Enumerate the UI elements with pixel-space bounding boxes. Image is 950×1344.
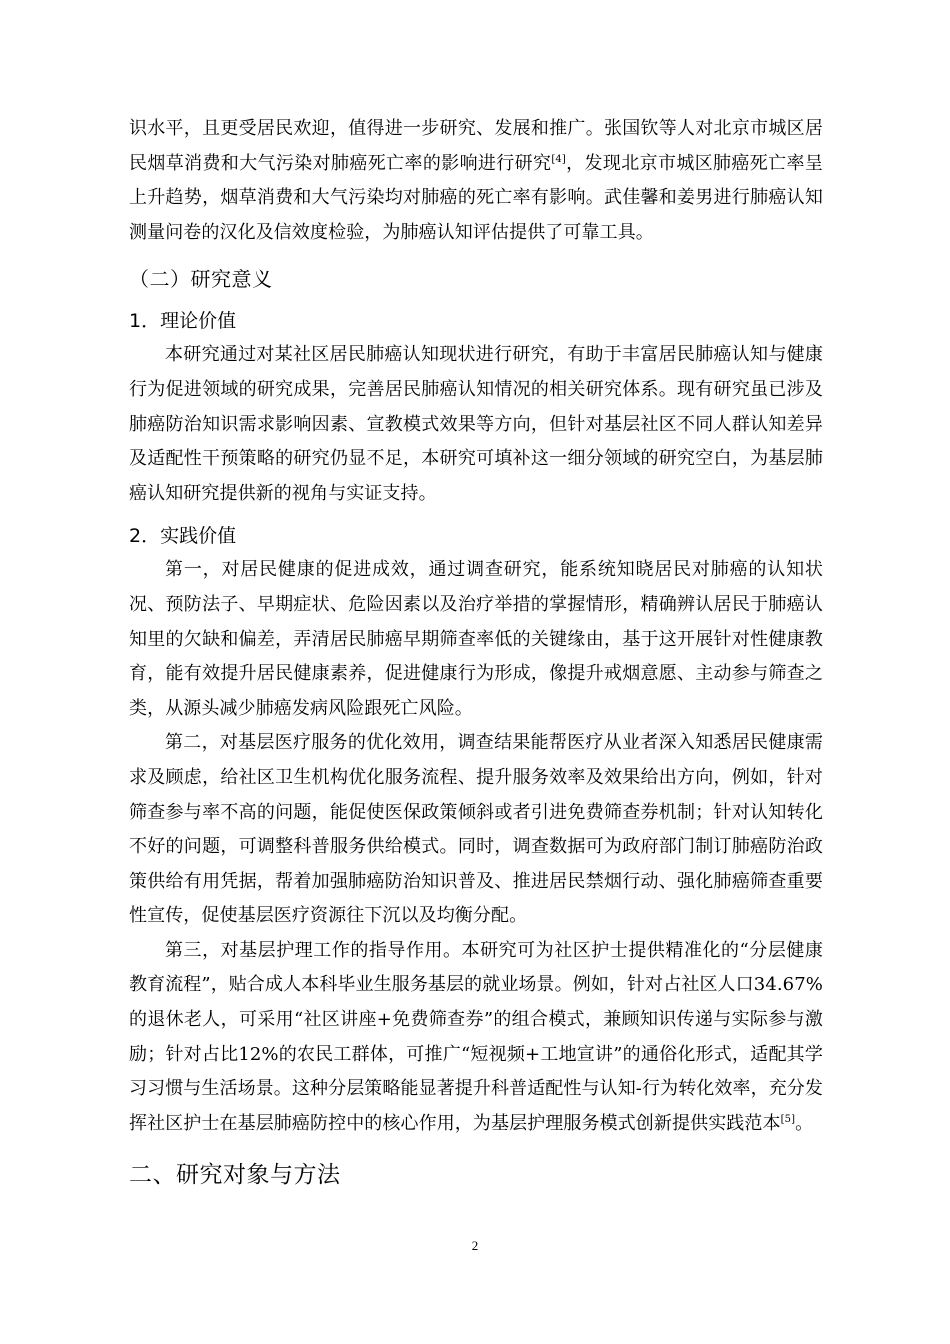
page-body (129, 112, 823, 1195)
paragraph-text: 识水平，且更受居民欢迎，值得进一步研究、发展和推广。张国钦等人对北京市城区居民烟草消费和大气污染对肺癌死亡率的影响进行研究 (129, 118, 823, 174)
chapter-heading-subjects-and-methods: 二、研究对象与方法 (129, 1162, 341, 1189)
paragraph-text: 第三，对基层护理工作的指导作用。本研究可为社区护士提供精准化的“分层健康教育流程”，贴合成人本科毕业生服务基层的就业场景。例如，针对占社区人口34.67%的退休老人，可采用“社区讲座+免费筛查券”的组合模式，兼顾知识传递与实际参与激励；针对占比12%的农民工群体，可推广“短视频+工地宣讲”的通俗化形式，适配其学习习惯与生活场景。这种分层策略能显著提升科普适配性与认知-行为转化效率，充分发挥社区护士在基层肺癌防控中的核心作用，为基层护理服务模式创新提供实践范本 (129, 939, 823, 1134)
citation-ref[interactable]: [4] (551, 153, 566, 165)
paragraph-text: 。 (795, 1112, 814, 1134)
citation-ref[interactable]: [5] (780, 1113, 796, 1125)
body-paragraph (129, 112, 823, 250)
body-paragraph: 第一，对居民健康的促进成效，通过调查研究，能系统知晓居民对肺癌的认知状况、预防法子、早期症状、危险因素以及治疗举措的掌握情形，精确辨认居民于肺癌认知里的欠缺和偏差，弄清居民肺癌早期筛查率低的关键缘由，基于这开展针对性健康教育，能有效提升居民健康素养，促进健康行为形成，像提升戒烟意愿、主动参与筛查之类，从源头减少肺癌发病风险跟死亡风险。 (129, 559, 823, 719)
body-paragraph: 本研究通过对某社区居民肺癌认知现状进行研究，有助于丰富居民肺癌认知与健康行为促进领域的研究成果，完善居民肺癌认知情况的相关研究体系。现有研究虽已涉及肺癌防治知识需求影响因素、宣教模式效果等方向，但针对基层社区不同人群认知差异及适配性干预策略的研究仍显不足，本研究可填补这一细分领域的研究空白，为基层肺癌认知研究提供新的视角与实证支持。 (129, 344, 823, 504)
body-paragraph: 第二，对基层医疗服务的优化效用，调查结果能帮医疗从业者深入知悉居民健康需求及顾虑，给社区卫生机构优化服务流程、提升服务效率及效果给出方向，例如，针对筛查参与率不高的问题，能促使医保政策倾斜或者引进免费筛查券机制；针对认知转化不好的问题，可调整科普服务供给模式。同时，调查数据可为政府部门制订肺癌防治政策供给有用凭据，帮着加强肺癌防治知识普及、推进居民禁烟行动、强化肺癌筛查重要性宣传，促使基层医疗资源往下沉以及均衡分配。 (129, 732, 823, 927)
subsection-heading-theoretical-value: 1．理论价值 (129, 310, 237, 333)
section-heading-research-significance: （二）研究意义 (129, 267, 273, 292)
paragraph-text: ，发现北京市城区肺癌死亡率呈上升趋势，烟草消费和大气污染均对肺癌的死亡率有影响。武佳馨和姜男进行肺癌认知测量问卷的汉化及信效度检验，为肺癌认知评估提供了可靠工具。 (129, 152, 823, 243)
subsection-heading-practical-value: 2．实践价值 (129, 525, 237, 548)
page-number: 2 (471, 1238, 479, 1253)
body-paragraph (129, 934, 823, 1142)
